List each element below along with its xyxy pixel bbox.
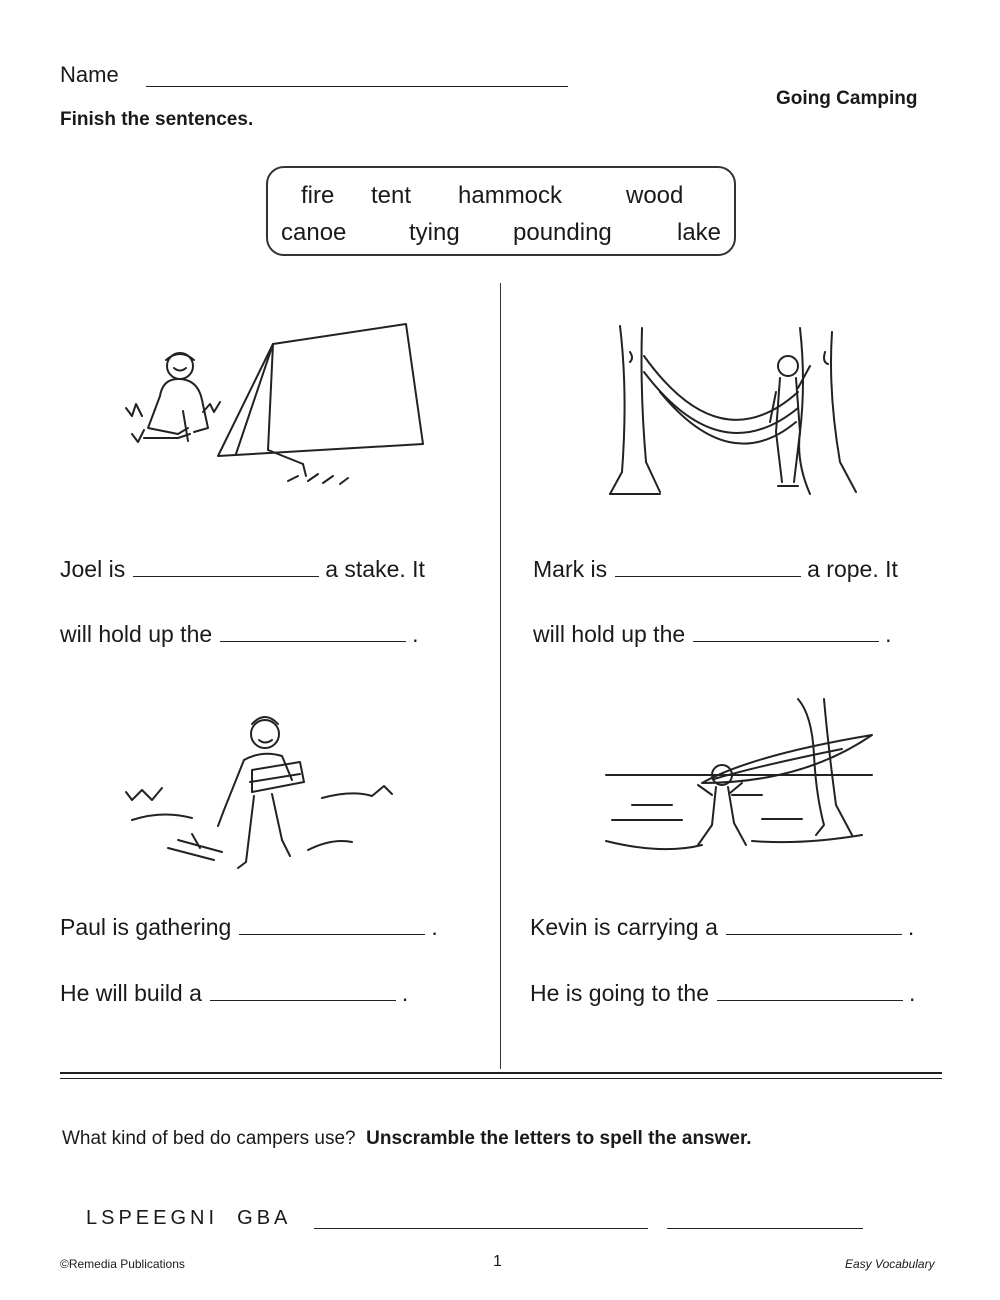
joel-blank-2[interactable] — [220, 640, 406, 642]
word-bank-word: canoe — [281, 219, 347, 246]
mark-blank-1[interactable] — [615, 575, 801, 577]
joel-blank-1[interactable] — [133, 575, 319, 577]
panel-divider — [500, 283, 501, 1069]
word-bank-word: pounding — [513, 219, 612, 246]
joel-text-a: Joel is — [60, 556, 126, 582]
mark-sentence-2 — [533, 621, 892, 648]
word-bank-word: lake — [677, 219, 722, 246]
scrambled-letters: LSPEEGNI GBA — [86, 1207, 292, 1229]
firewood-illustration — [122, 700, 402, 880]
answer-line-1[interactable] — [314, 1228, 648, 1229]
kevin-text-b: . — [907, 914, 915, 940]
worksheet-title: Going Camping — [776, 88, 918, 109]
kevin-sentence-1 — [530, 914, 914, 941]
paul-blank-2[interactable] — [210, 999, 396, 1001]
mark-text-b: a rope. It — [807, 556, 898, 582]
word-bank-word: tent — [371, 182, 412, 209]
book-title: Easy Vocabulary — [845, 1257, 935, 1271]
name-label: Name — [60, 62, 119, 87]
paul-sentence-1 — [60, 914, 438, 941]
joel-text-d: . — [412, 621, 419, 647]
word-bank-word: fire — [301, 182, 335, 209]
name-field-line[interactable] — [146, 86, 568, 87]
word-bank-word: wood — [626, 182, 684, 209]
joel-sentence-1 — [60, 556, 425, 583]
paul-blank-1[interactable] — [239, 933, 425, 935]
kevin-text-d: . — [909, 980, 916, 1006]
kevin-text-a: Kevin is carrying a — [530, 914, 718, 940]
section-divider-bottom — [60, 1078, 942, 1079]
mark-text-c: will hold up the — [533, 621, 686, 647]
publisher-credit: ©Remedia Publications — [60, 1257, 185, 1271]
mark-sentence-1 — [533, 556, 898, 583]
hammock-illustration — [600, 322, 870, 502]
kevin-blank-2[interactable] — [717, 999, 903, 1001]
bonus-question-text: What kind of bed do campers use? — [62, 1128, 356, 1149]
word-bank — [266, 166, 736, 256]
word-bank-word: hammock — [458, 182, 563, 209]
joel-text-b: a stake. It — [325, 556, 425, 582]
paul-text-c: He will build a — [60, 980, 202, 1006]
page-number: 1 — [493, 1253, 502, 1270]
mark-text-a: Mark is — [533, 556, 608, 582]
kevin-blank-1[interactable] — [726, 933, 902, 935]
answer-line-2[interactable] — [667, 1228, 863, 1229]
paul-sentence-2 — [60, 980, 408, 1007]
kevin-sentence-2 — [530, 980, 915, 1007]
canoe-illustration — [602, 695, 882, 875]
joel-sentence-2 — [60, 621, 419, 648]
section-divider-top — [60, 1072, 942, 1074]
bonus-question — [62, 1128, 752, 1150]
word-bank-word: tying — [409, 219, 460, 246]
joel-text-c: will hold up the — [60, 621, 213, 647]
paul-text-a: Paul is gathering — [60, 914, 232, 940]
paul-text-d: . — [401, 980, 409, 1006]
bonus-instruction: Unscramble the letters to spell the answer. — [366, 1128, 752, 1149]
mark-text-d: . — [885, 621, 892, 647]
instructions: Finish the sentences. — [60, 109, 254, 130]
kevin-text-c: He is going to the — [530, 980, 710, 1006]
mark-blank-2[interactable] — [693, 640, 879, 642]
paul-text-b: . — [431, 914, 438, 940]
tent-illustration — [118, 316, 428, 496]
